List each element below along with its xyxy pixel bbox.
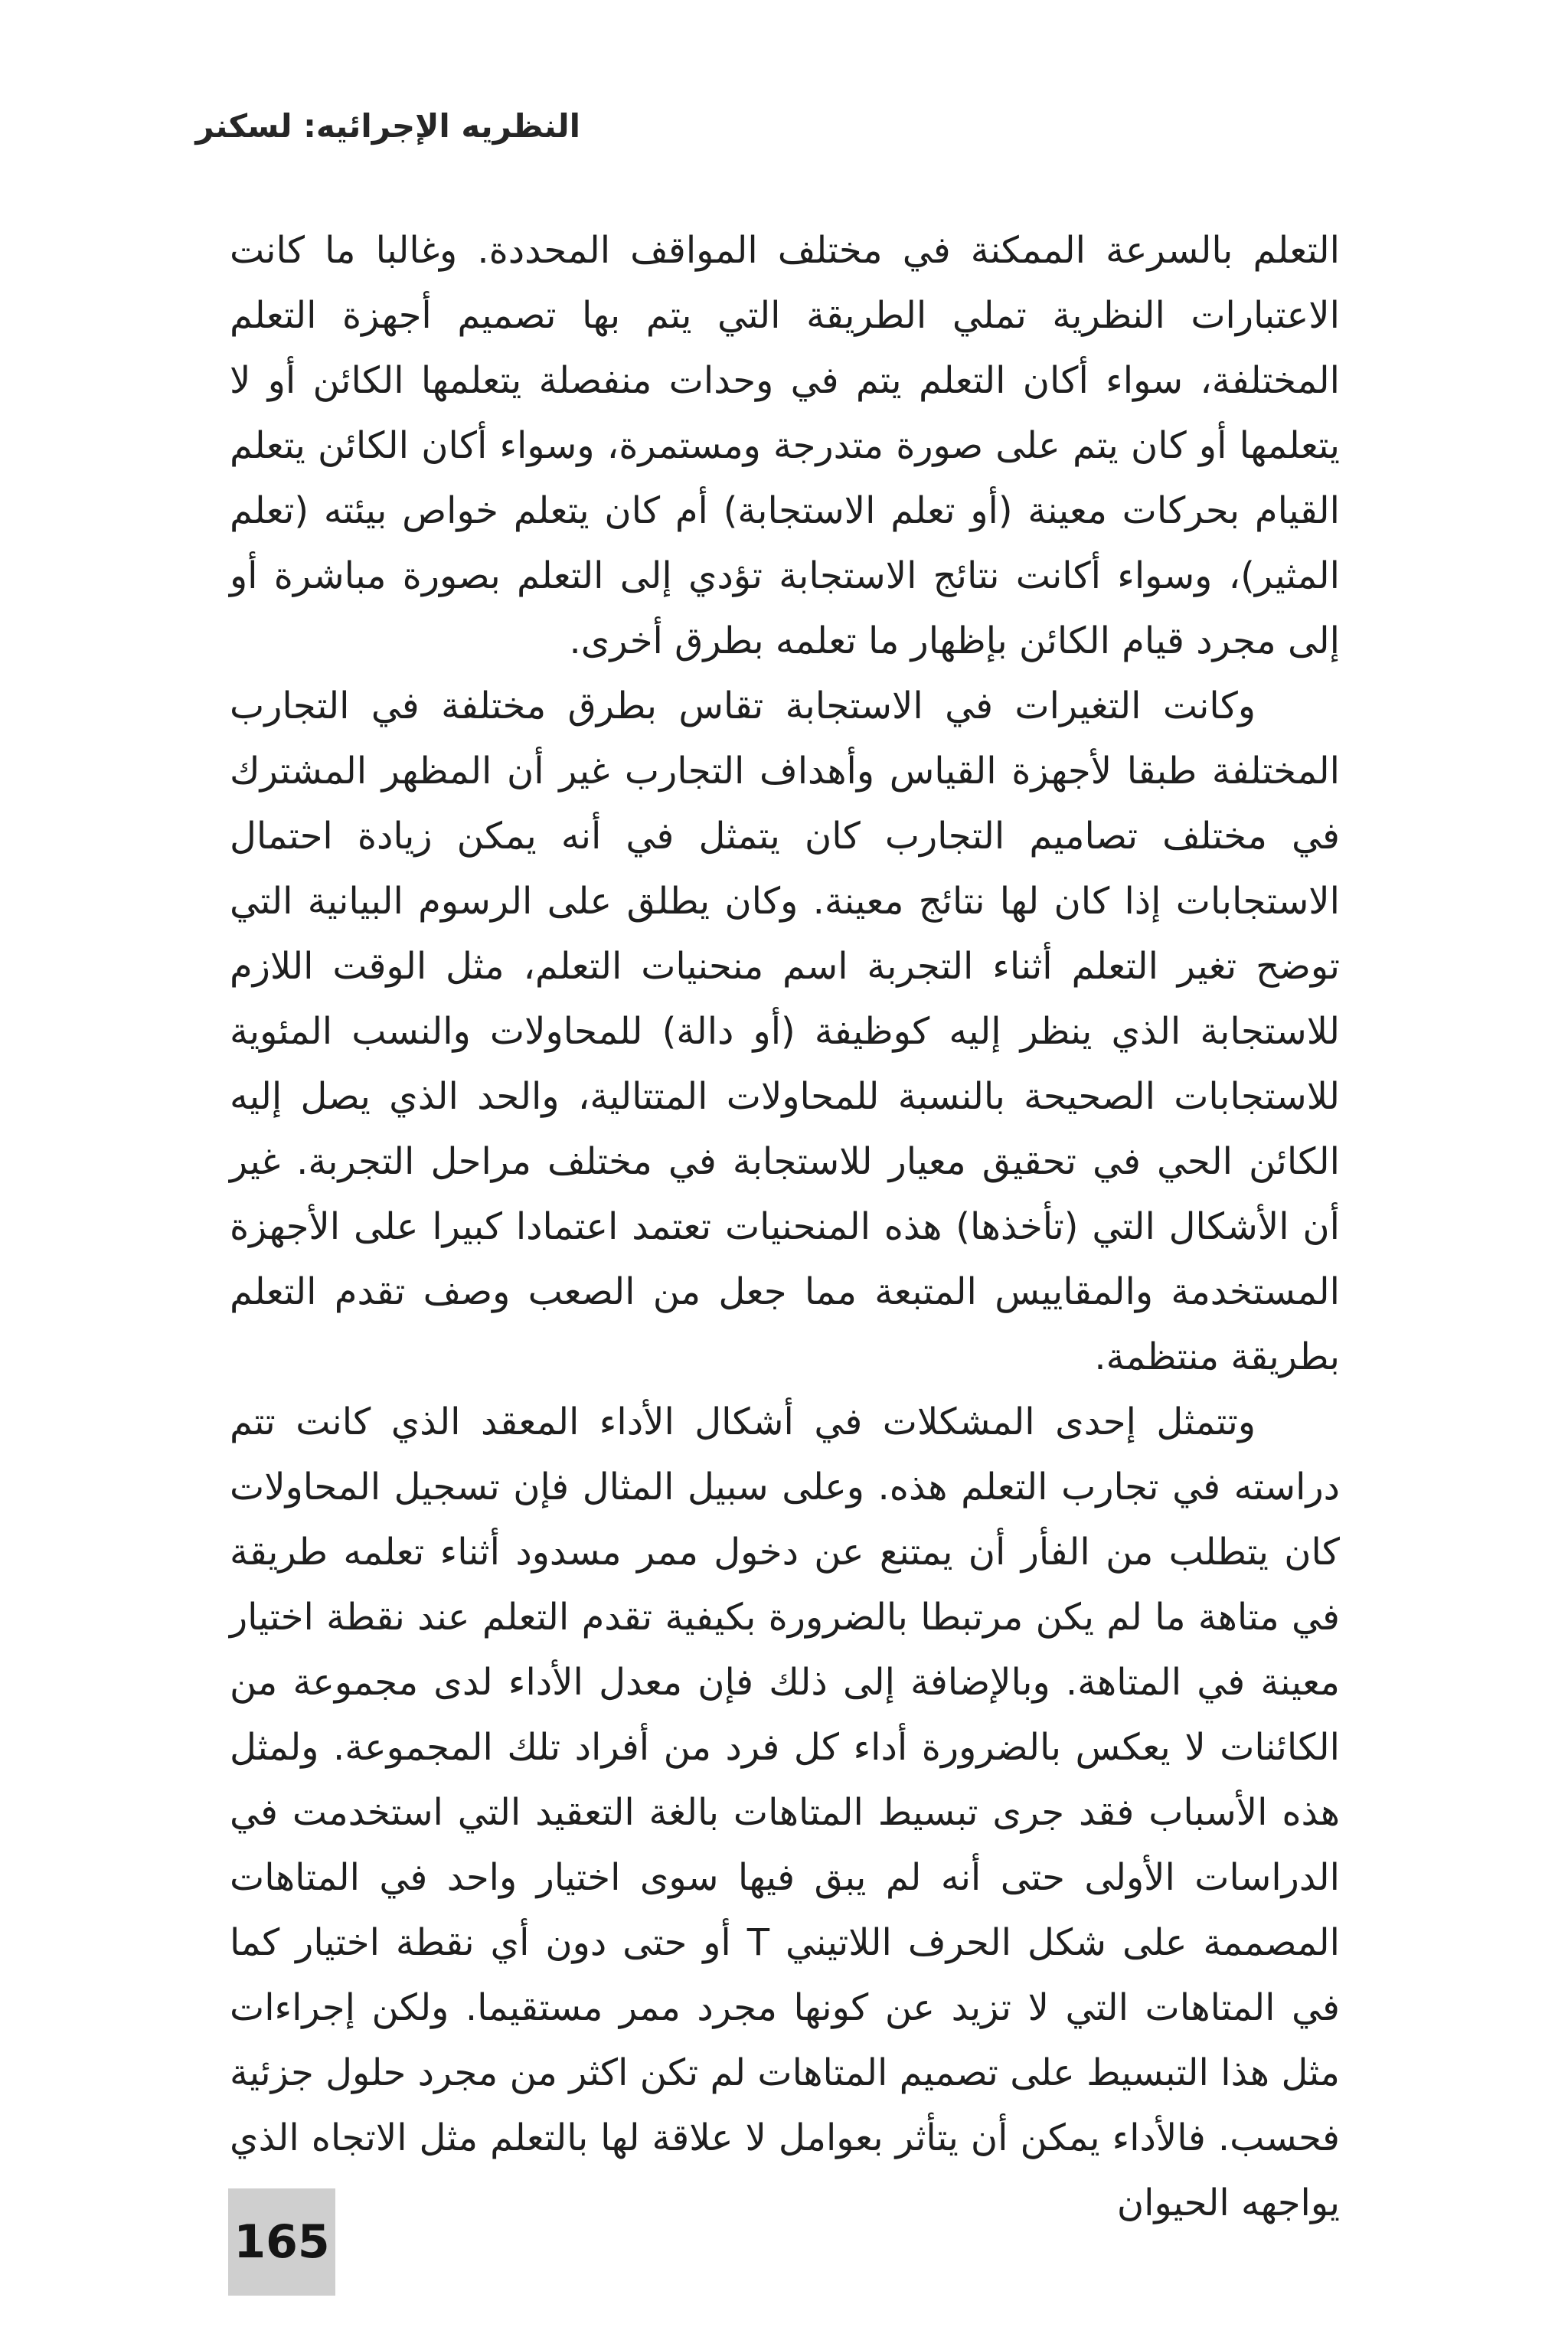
paragraph-3: وتتمثل إحدى المشكلات في أشكال الأداء المعقد الذي كانت تتم دراسته في تجارب التعلم هذه. وعلى سبيل المثال فإن تسجيل المحاولات كان يتطلب من الفأر أن يمتنع عن دخول ممر مسدود أثناء تعلمه طريقة في متاهة ما لم يكن مرتبطا بالضرورة بكيفية تقدم التعلم عند نقطة اختيار معينة في المتاهة. وبالإضافة إلى ذلك فإن معدل الأداء لدى مجموعة من الكائنات لا يعكس بالضرورة أداء كل فرد من أفراد تلك المجموعة. ولمثل هذه الأسباب فقد جرى تبسيط المتاهات بالغة التعقيد التي استخدمت في الدراسات الأولى حتى أنه لم يبق فيها سوى اختيار واحد في المتاهات المصممة على شكل الحرف اللاتيني T أو حتى دون أي نقطة اختيار كما في المتاهات التي لا تزيد عن كونها مجرد ممر مستقيما. ولكن إجراءات مثل هذا التبسيط على تصميم المتاهات لم تكن اكثر من مجرد حلول جزئية فحسب. فالأداء يمكن أن يتأثر بعوامل لا علاقة لها بالتعلم مثل الاتجاه الذي يواجهه الحيوان <box>230 1401 1340 2224</box>
running-head: النظريه الإجرائيه: لسكنر <box>195 107 580 145</box>
body-text <box>230 218 1340 2224</box>
paragraph-2: وكانت التغيرات في الاستجابة تقاس بطرق مختلفة في التجارب المختلفة طبقا لأجهزة القياس وأهداف التجارب غير أن المظهر المشترك في مختلف تصاميم التجارب كان يتمثل في أنه يمكن زيادة احتمال الاستجابات إذا كان لها نتائج معينة. وكان يطلق على الرسوم البيانية التي توضح تغير التعلم أثناء التجربة اسم منحنيات التعلم، مثل الوقت اللازم للاستجابة الذي ينظر إليه كوظيفة (أو دالة) للمحاولات والنسب المئوية للاستجابات الصحيحة بالنسبة للمحاولات المتتالية، والحد الذي يصل إليه الكائن الحي في تحقيق معيار للاستجابة في مختلف مراحل التجربة. غير أن الأشكال التي (تأخذها) هذه المنحنيات تعتمد اعتمادا كبيرا على الأجهزة المستخدمة والمقاييس المتبعة مما جعل من الصعب وصف تقدم التعلم بطريقة منتظمة. <box>230 685 1340 1378</box>
page-number-box <box>228 2188 335 2296</box>
paragraph-1: التعلم بالسرعة الممكنة في مختلف المواقف المحددة. وغالبا ما كانت الاعتبارات النظرية تملي الطريقة التي يتم بها تصميم أجهزة التعلم المختلفة، سواء أكان التعلم يتم في وحدات منفصلة يتعلمها الكائن أو لا يتعلمها أو كان يتم على صورة متدرجة ومستمرة، وسواء أكان الكائن يتعلم القيام بحركات معينة (أو تعلم الاستجابة) أم كان يتعلم خواص بيئته (تعلم المثير)، وسواء أكانت نتائج الاستجابة تؤدي إلى التعلم بصورة مباشرة أو إلى مجرد قيام الكائن بإظهار ما تعلمه بطرق أخرى. <box>230 229 1340 662</box>
page-number: 165 <box>234 2215 330 2269</box>
